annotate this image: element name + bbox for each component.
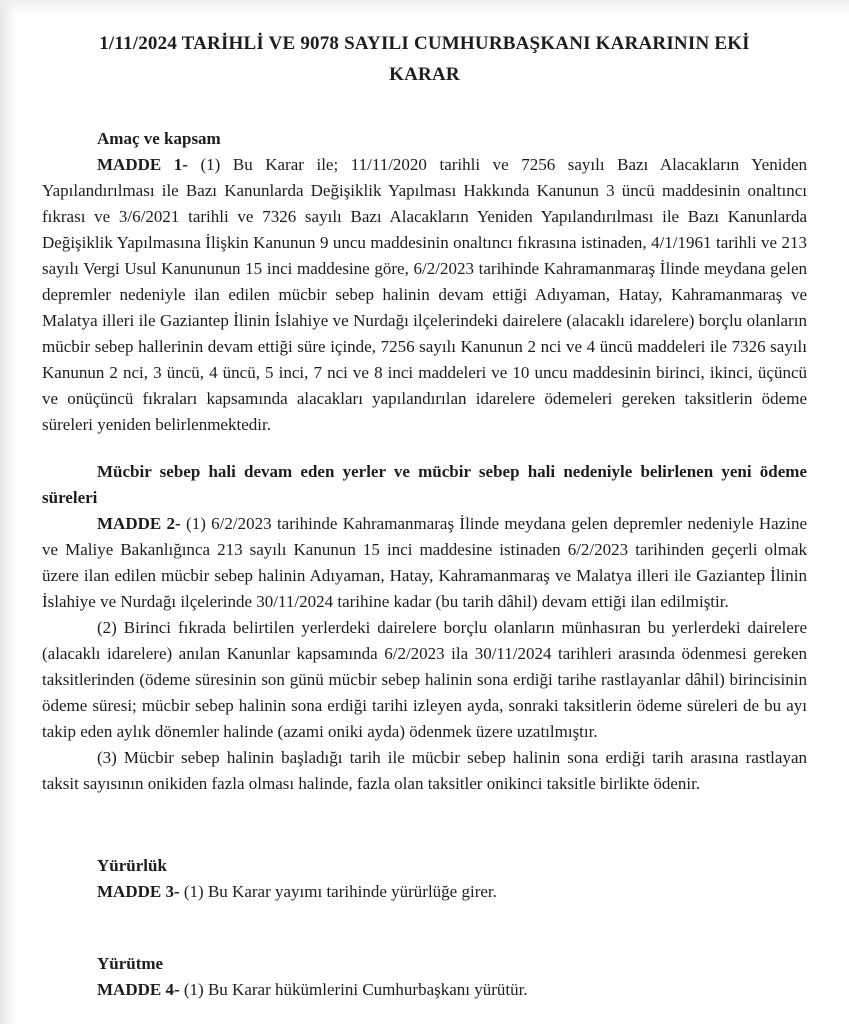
paragraph-text: (2) Birinci fıkrada belirtilen yerlerdeki dairelere borçlu olanların münhasıran bu yerlerdeki dairelere (alacaklı idarelere) anılan Kanunlar kapsamında 6/2/2023 ila 30/11/2024 tarihleri arasında ödenmesi gereken taksitlerinden (ödeme süresinin son günü mücbir sebep halinin sona erdiği tarihe rastlayanlar dâhil) birincisinin ödeme süresi; mücbir sebep halinin sona erdiği tarihi izleyen ayda, sonraki taksitlerin ödeme süreleri de bu ayı takip eden aylık dönemler halinde (azami oniki ayda) ödenmek üzere uzatılmıştır. <box>42 618 807 741</box>
article-number: MADDE 3- <box>97 882 180 901</box>
section-heading: Amaç ve kapsam <box>97 129 221 148</box>
paragraph-madde-1 <box>42 152 807 438</box>
section-yururluk <box>42 853 807 905</box>
paragraph-text: (1) Bu Karar yayımı tarihinde yürürlüğe girer. <box>183 882 497 901</box>
paragraph-madde-2-fikra-3 <box>42 745 807 797</box>
section-yurutme <box>42 951 807 1003</box>
document-title-line-1: 1/11/2024 TARİHLİ VE 9078 SAYILI CUMHURBAŞKANI KARARININ EKİ <box>99 33 750 54</box>
document-title <box>48 28 801 90</box>
section-amac-ve-kapsam <box>42 126 807 438</box>
section-mucbir-sebep <box>42 459 807 797</box>
paragraph-madde-2-fikra-2 <box>42 615 807 745</box>
paragraph-text: (1) Bu Karar ile; 11/11/2020 tarihli ve 7256 sayılı Bazı Alacakların Yeniden Yapılandırılması ile Bazı Kanunlarda Değişiklik Yapılması Hakkında Kanunun 3 üncü maddesinin onaltıncı fıkrası ve 3/6/2021 tarihli ve 7326 sayılı Bazı Alacakların Yeniden Yapılandırılması ile Bazı Kanunlarda Değişiklik Yapılmasına İlişkin Kanunun 9 uncu maddesinin onaltıncı fıkrasına istinaden, 4/1/1961 tarihli ve 213 sayılı Vergi Usul Kanununun 15 inci maddesine göre, 6/2/2023 tarihinde Kahramanmaraş İlinde meydana gelen depremler nedeniyle ilan edilen mücbir sebep halinin devam ettiği Adıyaman, Hatay, Kahramanmaraş ve Malatya illeri ile Gaziantep İlinin İslahiye ve Nurdağı ilçelerindeki dairelere (alacaklı idarelere) borçlu olanların mücbir sebep hallerinin devam ettiği süre içinde, 7256 sayılı Kanunun 2 nci ve 4 üncü maddeleri ile 7326 sayılı Kanunun 2 nci, 3 üncü, 4 üncü, 5 inci, 7 nci ve 8 inci maddeleri ve 10 uncu maddesinin birinci, ikinci, üçüncü ve onüçüncü fıkraları kapsamında alacakları yapılandırılan idarelere ödemeleri gereken taksitlerin ödeme süreleri yeniden belirlenmektedir. <box>42 155 807 434</box>
section-heading: Yürürlük <box>97 856 167 875</box>
paragraph-madde-3 <box>42 879 807 905</box>
paragraph-madde-2-fikra-1 <box>42 511 807 615</box>
article-number: MADDE 4- <box>97 980 180 999</box>
section-heading: Mücbir sebep hali devam eden yerler ve mücbir sebep hali nedeniyle belirlenen yeni ödeme süreleri <box>42 462 807 507</box>
article-number: MADDE 2- <box>97 514 181 533</box>
paragraph-text: (1) Bu Karar hükümlerini Cumhurbaşkanı yürütür. <box>183 980 528 999</box>
section-heading: Yürütme <box>97 954 164 973</box>
document-title-line-2: KARAR <box>389 64 460 85</box>
article-number: MADDE 1- <box>97 155 188 174</box>
paragraph-madde-4 <box>42 977 807 1003</box>
paragraph-text: (3) Mücbir sebep halinin başladığı tarih ile mücbir sebep halinin sona erdiği tarih arasına rastlayan taksit sayısının onikiden fazla olması halinde, fazla olan taksitler onikinci taksitle birlikte ödenir. <box>42 748 807 793</box>
paragraph-text: (1) 6/2/2023 tarihinde Kahramanmaraş İlinde meydana gelen depremler nedeniyle Hazine ve Maliye Bakanlığınca 213 sayılı Kanunun 15 inci maddesine istinaden 6/2/2023 tarihinden geçerli olmak üzere ilan edilen mücbir sebep halinin Adıyaman, Hatay, Kahramanmaraş ve Malatya illeri ile Gaziantep İlinin İslahiye ve Nurdağı ilçelerinde 30/11/2024 tarihine kadar (bu tarih dâhil) devam ettiği ilan edilmiştir. <box>42 514 807 611</box>
